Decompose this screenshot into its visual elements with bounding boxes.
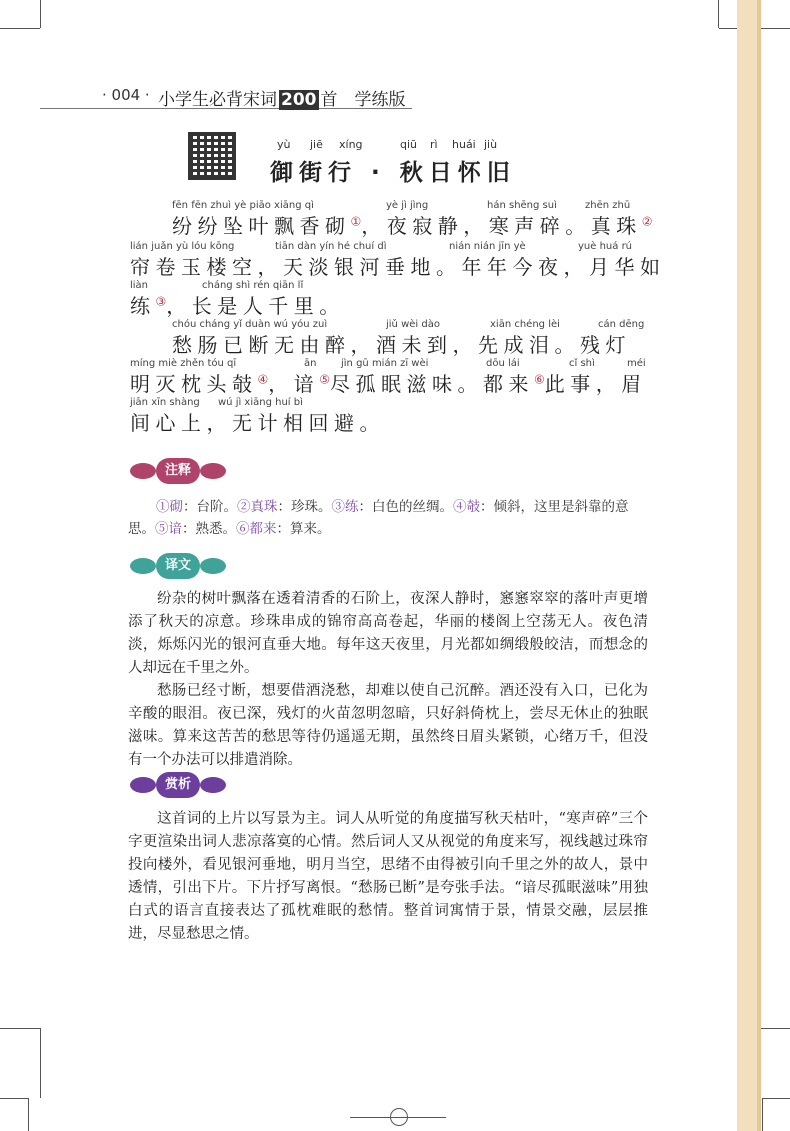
title-pinyin: yù [277, 138, 291, 151]
crop-mark [718, 0, 719, 28]
badge-wing [200, 777, 226, 793]
note-term: ②真珠 [237, 499, 278, 515]
poem-text: 尽孤眠滋味。都来 [330, 372, 535, 396]
notes-badge [130, 458, 226, 484]
poem-text: 练 [130, 294, 156, 318]
line-pinyin: xiān chéng lèi [490, 319, 560, 330]
book-title-pre: 小学生必背宋词 [158, 90, 277, 110]
crop-mark [0, 1028, 40, 1029]
title-pinyin: jiē [310, 138, 323, 151]
crop-mark [762, 1098, 763, 1131]
note-term: ⑥都来 [236, 521, 277, 537]
note-definition: ：珍珠。 [277, 499, 332, 515]
line-pinyin: dōu lái [486, 358, 520, 369]
line-pinyin: wú jì xiāng huí bì [218, 397, 303, 408]
badge-wing [200, 463, 226, 479]
line-pinyin: fēn fēn zhuì yè piāo xiāng qì [172, 200, 314, 211]
poem-line [172, 329, 631, 358]
line-pinyin: lián juǎn yù lóu kōng [130, 241, 235, 252]
badge-wing [130, 558, 156, 574]
note-definition: ：台阶。 [183, 499, 237, 515]
crop-mark [0, 1098, 28, 1099]
line-pinyin: cháng shì rén qiān lǐ [202, 280, 304, 291]
poem-line [130, 368, 647, 397]
notes-body [128, 496, 648, 540]
crop-mark [40, 1028, 41, 1098]
registration-mark-icon [390, 1108, 408, 1126]
annotation-mark[interactable]: ① [350, 214, 362, 229]
qr-code-icon[interactable] [188, 132, 236, 180]
badge-wing [130, 777, 156, 793]
notes-heading: 注释 [156, 458, 200, 484]
line-pinyin: jiān xīn shàng [130, 397, 200, 408]
crop-mark [0, 28, 40, 29]
running-header [40, 82, 412, 110]
badge-wing [130, 463, 156, 479]
line-pinyin: míng miè zhěn tóu qī [130, 358, 237, 369]
annotation-mark[interactable]: ④ [257, 372, 269, 387]
line-pinyin: nián nián jīn yè [449, 241, 526, 252]
annotation-mark[interactable]: ② [641, 214, 653, 229]
annotation-mark[interactable]: ③ [155, 294, 167, 309]
crop-mark [28, 1098, 29, 1131]
poem-text: 帘卷玉楼空，天淡银河垂地。年年今夜，月华如 [130, 255, 666, 279]
annotation-mark[interactable]: ⑥ [534, 372, 545, 387]
note-term: ①砌 [156, 499, 183, 515]
note-definition: ：算来。 [276, 521, 331, 537]
translation-paragraph: 愁肠已经寸断，想要借酒浇愁，却难以使自己沉醉。酒还没有入口，已化为辛酸的眼泪。夜已深，残灯的火苗忽明忽暗，只好斜倚枕上，尝尽无休止的独眠滋味。算来这苦苦的愁思等待仍遥遥无期，虽然终日眉头紧锁，心绪万千，但没有一个办法可以排遣消除。 [128, 683, 648, 768]
page-edge-band-shadow [757, 0, 761, 1131]
book-title-number: 200 [281, 90, 317, 110]
note-definition: ：熟悉。 [182, 521, 236, 537]
poem-text: 愁肠已断无由醉，酒未到，先成泪。残灯 [172, 333, 631, 357]
page-number: · 004 · [102, 86, 150, 104]
appreciation-paragraph: 这首词的上片以写景为主。词人从听觉的角度描写秋天枯叶，“寒声碎”三个字更渲染出词人悲凉落寞的心情。然后词人又从视觉的角度来写，视线越过珠帘投向楼外，看见银河垂地，明月当空，思绪不由得被引向千里之外的故人，景中透情，引出下片。下片抒写离恨。“愁肠已断”是夸张手法。“谙尽孤眠滋味”用独白式的语言直接表达了孤枕难眠的愁情。整首词寓情于景，情景交融，层层推进，尽显愁思之情。 [128, 811, 648, 942]
book-title [158, 85, 406, 110]
appreciation-heading: 赏析 [156, 772, 200, 798]
poem-line [130, 251, 666, 280]
poem-text: 明灭枕头攲 [130, 372, 258, 396]
note-term: ③练 [331, 499, 359, 515]
page-edge-band [737, 0, 757, 1131]
line-pinyin: tiān dàn yín hé chuí dì [275, 241, 387, 252]
translation-heading: 译文 [156, 553, 200, 579]
poem-text: ，谙 [268, 372, 320, 396]
poem-text: 纷纷坠叶飘香砌 [172, 214, 351, 238]
title-pinyin: rì [430, 138, 438, 151]
poem-line [130, 290, 345, 319]
poem-text: 此事，眉 [544, 372, 647, 396]
line-pinyin: yuè huá rú [578, 241, 633, 252]
note-definition: ：白色的丝绸。 [358, 499, 453, 515]
poem-line [130, 407, 385, 436]
title-pinyin: huái [452, 138, 476, 151]
poem-title: 御街行 · 秋日怀旧 [270, 160, 516, 186]
line-pinyin: ān [304, 358, 317, 369]
line-pinyin: chóu cháng yǐ duàn wú yóu zuì [172, 319, 328, 330]
title-pinyin: jiù [484, 138, 498, 151]
poem-text: 间心上，无计相回避。 [130, 411, 385, 435]
annotation-mark[interactable]: ⑤ [319, 372, 331, 387]
appreciation-badge [130, 772, 226, 798]
poem-line [172, 210, 653, 239]
line-pinyin: yè jì jìng [386, 200, 429, 211]
line-pinyin: jiǔ wèi dào [386, 319, 440, 330]
poem-text: ，长是人千里。 [166, 294, 345, 318]
line-pinyin: méi [627, 358, 646, 369]
book-title-post: 首 学练版 [320, 90, 406, 110]
title-pinyin: qiū [400, 138, 418, 151]
title-pinyin: xíng [339, 138, 363, 151]
line-pinyin: cǐ shì [569, 358, 595, 369]
poem-text: ，夜寂静，寒声碎。真珠 [361, 214, 642, 238]
crop-mark [762, 1098, 790, 1099]
line-pinyin: hán shēng suì [487, 200, 557, 211]
note-term: ④攲 [453, 499, 480, 515]
translation-badge [130, 553, 226, 579]
crop-mark [40, 0, 41, 28]
note-term: ⑤谙 [155, 521, 182, 537]
badge-wing [200, 558, 226, 574]
line-pinyin: liàn [130, 280, 149, 291]
line-pinyin: jìn gū mián zī wèi [341, 358, 429, 369]
line-pinyin: cán dēng [598, 319, 645, 330]
line-pinyin: zhēn zhū [585, 200, 631, 211]
translation-paragraph: 纷杂的树叶飘落在透着清香的石阶上，夜深人静时，窸窸窣窣的落叶声更增添了秋天的凉意。珍珠串成的锦帘高高卷起，华丽的楼阁上空荡无人。夜色清淡，烁烁闪光的银河直垂大地。每年这天夜里，月光都如绸缎般皎洁，而想念的人却远在千里之外。 [128, 591, 648, 676]
note-definition: ：倾斜，这里是斜靠的意思。 [128, 499, 629, 537]
